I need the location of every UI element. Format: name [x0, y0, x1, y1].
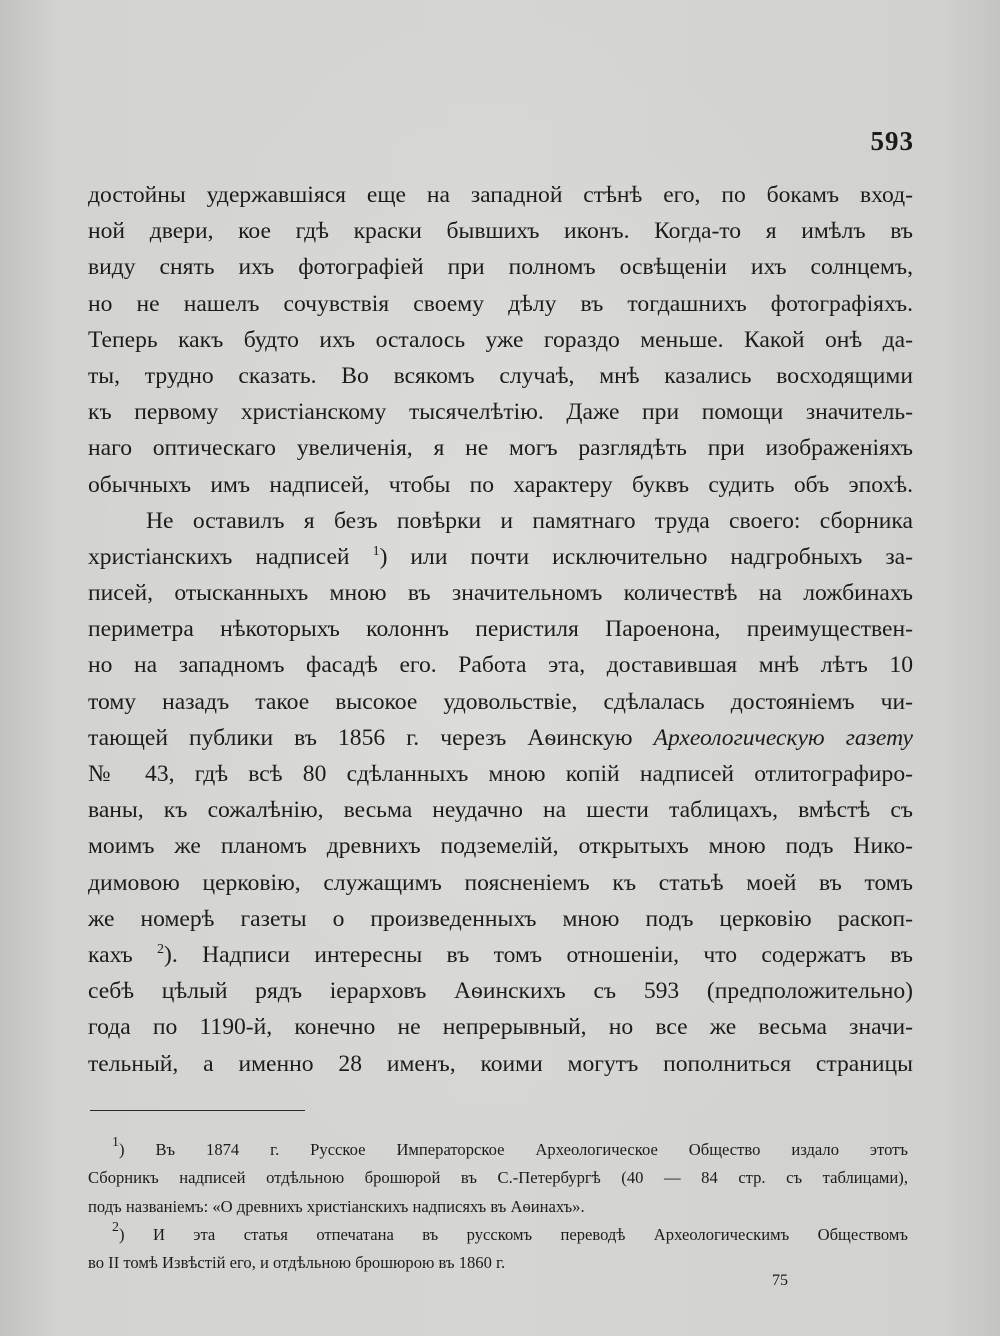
- text-line: периметра нѣкоторыхъ колоннъ перистиля Пароенона, преимуществен-: [88, 616, 913, 643]
- text-line: же номерѣ газеты о произведенныхъ мною подъ церковію раскоп-: [88, 905, 913, 932]
- footnote-segment: ) И эта статья отпечатана въ русскомъ переводѣ Археологическимъ Обществомъ: [119, 1224, 908, 1244]
- body-text: [88, 177, 913, 1082]
- text-line: Не оставилъ я безъ повѣрки и памятнаго труда своего: сборника: [146, 507, 913, 534]
- text-segment: кахъ: [88, 941, 158, 968]
- text-line: достойны удержавшіяся еще на западной стѣнѣ его, по бокамъ вход-: [88, 182, 913, 208]
- page-number: 593: [870, 126, 914, 156]
- italic-title: Археологическую газету: [653, 724, 913, 751]
- text-line: моимъ же планомъ древнихъ подземелій, открытыхъ мною подъ Нико-: [88, 833, 913, 860]
- signature-mark: 75: [772, 1272, 788, 1289]
- text-line: ты, трудно сказать. Во всякомъ случаѣ, мнѣ казались восходящими: [88, 362, 913, 389]
- footnote-line: [88, 1136, 908, 1164]
- footnote-line: [88, 1221, 908, 1249]
- text-segment: христіанскихъ надписей: [88, 543, 373, 570]
- text-segment: ) или почти исключительно надгробныхъ за-: [379, 543, 913, 570]
- text-line: но не нашелъ сочувствія своему дѣлу въ тогдашнихъ фотографіяхъ.: [88, 290, 913, 317]
- text-line: виду снять ихъ фотографіей при полномъ освѣщеніи ихъ солнцемъ,: [88, 254, 913, 281]
- text-line: [88, 539, 913, 575]
- text-line: обычныхъ имъ надписей, чтобы по характеру буквъ судить объ эпохѣ.: [88, 471, 913, 498]
- text-segment: тающей публики въ 1856 г. черезъ Аѳинскую: [88, 724, 654, 751]
- text-line: димовою церковію, служащимъ поясненіемъ къ статьѣ моей въ томъ: [88, 869, 913, 896]
- text-line: но на западномъ фасадѣ его. Работа эта, доставившая мнѣ лѣтъ 10: [88, 652, 913, 679]
- text-line: № 43, гдѣ всѣ 80 сдѣланныхъ мною копій надписей отлитографиро-: [88, 761, 913, 787]
- footnote-line: подъ названіемъ: «О древнихъ христіанскихъ надписяхъ въ Аѳинахъ».: [88, 1196, 585, 1216]
- text-line: тому назадъ такое высокое удовольствіе, сдѣлалась достояніемъ чи-: [88, 688, 913, 715]
- text-line: къ первому христіанскому тысячелѣтію. Даже при помощи значитель-: [88, 399, 913, 426]
- footnote-line: Сборникъ надписей отдѣльною брошюрой въ С.-Петербургѣ (40 — 84 стр. съ таблицами),: [88, 1168, 908, 1188]
- footnote-marker: 2: [112, 1220, 119, 1235]
- footnote-ref: 1: [372, 543, 380, 559]
- text-line: ваны, къ сожалѣнію, весьма неудачно на шести таблицахъ, вмѣстѣ съ: [88, 797, 913, 824]
- text-line: [88, 937, 913, 973]
- footnote-line: во II томѣ Извѣстій его, и отдѣльною брошюрою въ 1860 г.: [88, 1253, 506, 1273]
- footnote-divider: [90, 1110, 305, 1111]
- footnote-ref: 2: [157, 941, 165, 957]
- text-line: наго оптическаго увеличенія, я не могъ разглядѣть при изображеніяхъ: [88, 435, 913, 462]
- text-line: ной двери, кое гдѣ краски бывшихъ иконъ. Когда-то я имѣлъ въ: [88, 218, 913, 245]
- text-line: [88, 720, 913, 756]
- text-line: себѣ цѣлый рядъ іерарховъ Аѳинскихъ съ 593 (предположительно): [88, 978, 913, 1005]
- footnote-marker: 1: [112, 1136, 119, 1150]
- text-line: Теперь какъ будто ихъ осталось уже гораздо меньше. Какой онѣ да-: [88, 326, 913, 353]
- text-line: тельный, а именно 28 именъ, коими могутъ пополниться страницы: [88, 1050, 913, 1077]
- text-line: писей, отысканныхъ мною въ значительномъ количествѣ на ложбинахъ: [88, 580, 913, 607]
- footnote-segment: ) Въ 1874 г. Русское Императорское Археологическое Общество издало этотъ: [119, 1140, 908, 1159]
- text-line: года по 1190-й, конечно не непрерывный, но все же весьма значи-: [88, 1014, 913, 1041]
- footnotes: [88, 1136, 908, 1277]
- text-segment: ). Надписи интересны въ томъ отношеніи, что содержатъ въ: [164, 941, 913, 968]
